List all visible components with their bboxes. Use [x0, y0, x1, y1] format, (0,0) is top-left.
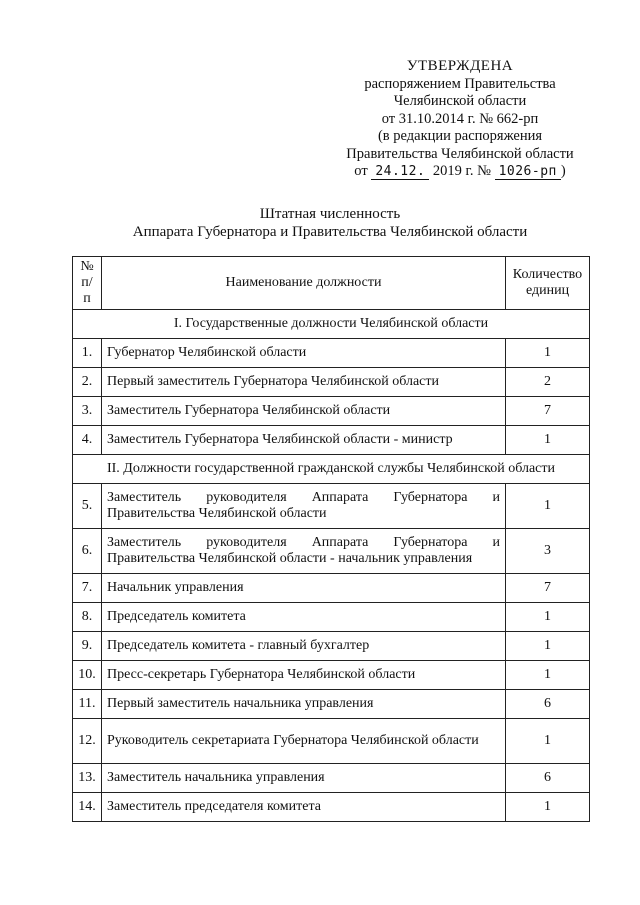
year-text: 2019 г. №: [432, 163, 491, 179]
header-num: № п/п: [73, 257, 102, 310]
close-paren: ): [560, 163, 566, 179]
row-qty: 1: [506, 719, 590, 764]
row-num: 9.: [73, 632, 102, 661]
table-row: [73, 603, 590, 632]
section-1-title: I. Государственные должности Челябинской области: [73, 310, 590, 339]
approval-line-1: распоряжением Правительства: [364, 75, 556, 92]
section-row: [73, 455, 590, 484]
staff-table: [72, 256, 590, 822]
table-row: [73, 690, 590, 719]
table-row: [73, 719, 590, 764]
row-qty: 1: [506, 793, 590, 822]
row-position: Заместитель руководителя Аппарата Губернатора и Правительства Челябинской области - начальник управления: [102, 529, 506, 574]
row-position: Заместитель Губернатора Челябинской области: [102, 397, 506, 426]
table-row: [73, 632, 590, 661]
table-row: [73, 661, 590, 690]
table-header-row: [73, 257, 590, 310]
header-name: Наименование должности: [102, 257, 506, 310]
row-position: Руководитель секретариата Губернатора Челябинской области: [102, 719, 506, 764]
row-num: 10.: [73, 661, 102, 690]
table-row: [73, 397, 590, 426]
title-line-2: Аппарата Губернатора и Правительства Челябинской области: [132, 224, 528, 240]
row-position: Первый заместитель Губернатора Челябинской области: [102, 368, 506, 397]
row-position: Заместитель председателя комитета: [102, 793, 506, 822]
title-line-1: Штатная численность: [259, 206, 401, 222]
row-qty: 7: [506, 574, 590, 603]
row-num: 5.: [73, 484, 102, 529]
row-num: 13.: [73, 764, 102, 793]
row-num: 8.: [73, 603, 102, 632]
date-prefix: от: [354, 163, 368, 179]
row-position: Начальник управления: [102, 574, 506, 603]
row-position: Пресс-секретарь Губернатора Челябинской области: [102, 661, 506, 690]
document-title: [70, 205, 590, 241]
row-position: Первый заместитель начальника управления: [102, 690, 506, 719]
row-num: 4.: [73, 426, 102, 455]
row-position: Председатель комитета: [102, 603, 506, 632]
amendment-date-line: [340, 163, 580, 181]
table-row: [73, 764, 590, 793]
row-qty: 1: [506, 603, 590, 632]
row-position: Заместитель Губернатора Челябинской области - министр: [102, 426, 506, 455]
table-row: [73, 574, 590, 603]
row-qty: 1: [506, 484, 590, 529]
row-num: 3.: [73, 397, 102, 426]
approval-block: [340, 58, 580, 181]
row-position: Губернатор Челябинской области: [102, 339, 506, 368]
row-num: 11.: [73, 690, 102, 719]
approval-heading: УТВЕРЖДЕНА: [406, 58, 514, 74]
row-qty: 7: [506, 397, 590, 426]
table-row: [73, 339, 590, 368]
row-position: Председатель комитета - главный бухгалтер: [102, 632, 506, 661]
row-qty: 3: [506, 529, 590, 574]
handwritten-date: 24.12.: [371, 164, 429, 180]
table-row: [73, 368, 590, 397]
row-position: Заместитель руководителя Аппарата Губернатора и Правительства Челябинской области: [102, 484, 506, 529]
row-num: 6.: [73, 529, 102, 574]
row-num: 1.: [73, 339, 102, 368]
row-num: 7.: [73, 574, 102, 603]
row-qty: 1: [506, 426, 590, 455]
approval-line-3: от 31.10.2014 г. № 662-рп: [381, 110, 539, 127]
row-position: Заместитель начальника управления: [102, 764, 506, 793]
header-qty: Количество единиц: [506, 257, 590, 310]
approval-line-5: Правительства Челябинской области: [346, 145, 574, 162]
row-qty: 6: [506, 764, 590, 793]
section-row: [73, 310, 590, 339]
table-row: [73, 793, 590, 822]
handwritten-number: 1026-рп: [495, 164, 561, 180]
table-row: [73, 484, 590, 529]
row-qty: 1: [506, 339, 590, 368]
row-num: 14.: [73, 793, 102, 822]
row-qty: 6: [506, 690, 590, 719]
row-qty: 1: [506, 661, 590, 690]
table-row: [73, 529, 590, 574]
row-qty: 1: [506, 632, 590, 661]
row-num: 2.: [73, 368, 102, 397]
approval-line-2: Челябинской области: [393, 93, 527, 109]
table-row: [73, 426, 590, 455]
approval-line-4: (в редакции распоряжения: [377, 128, 543, 144]
row-num: 12.: [73, 719, 102, 764]
row-qty: 2: [506, 368, 590, 397]
section-2-title: II. Должности государственной гражданской службы Челябинской области: [73, 455, 590, 484]
